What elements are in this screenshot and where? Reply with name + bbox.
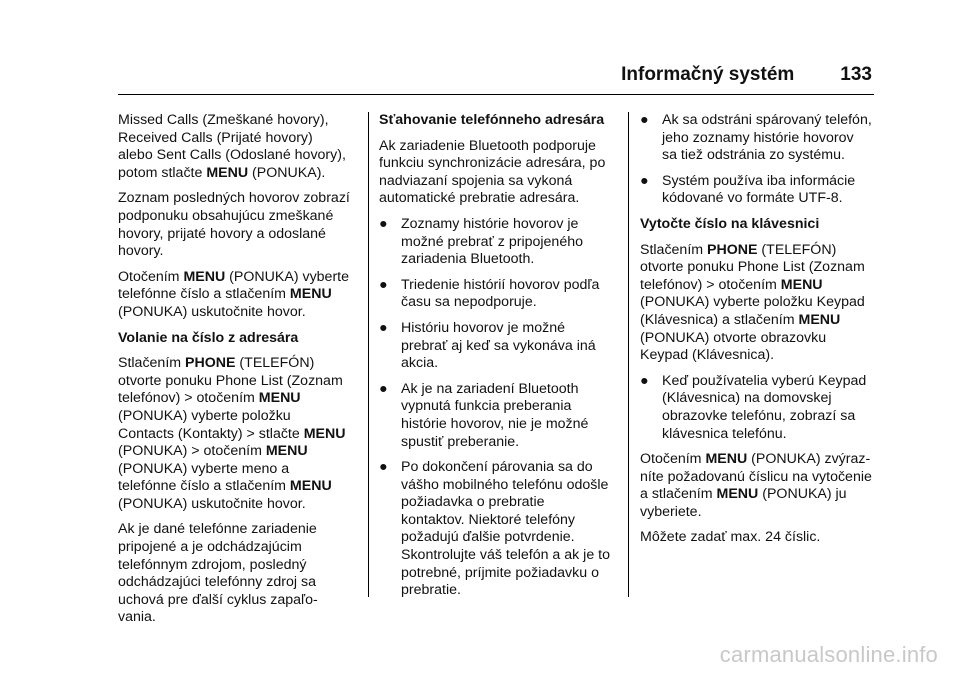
button-name: MENU [303,425,346,442]
text-run: Otočením [640,451,706,468]
bullet-dot-icon: ● [379,319,388,336]
text-run: Stlačením [118,355,186,372]
text-run: (PONUKA) vyberte telefónne číslo a stlačením [118,268,350,303]
button-name: MENU [183,268,226,285]
bullet-text: Keď používatelia vyberú Keypad (Klávesnica) na domovskej obrazovke telefónu, zobrazí sa klávesnica telefónu. [662,372,867,442]
text-run: Ak je dané telefónne zariadenie pripojené a je odchádzajúcim telefónnym zdrojom, posledný odchádzajúci telefónny zdroj sa uchová pre ďalší cyklus zapaľo-vania. [118,521,318,626]
bullet-item [379,320,611,373]
bullet-dot-icon: ● [640,372,649,389]
bullet-dot-icon: ● [640,112,649,128]
paragraph [118,190,350,260]
section-heading: Vytočte číslo na klávesnici [640,215,820,232]
paragraph [379,138,611,208]
text-run: Môžete zadať max. 24 číslic. [640,529,821,546]
text-run: (PONUKA) > otočením [118,443,266,460]
text-run: (PONUKA). [248,164,326,181]
bullet-dot-icon: ● [640,172,649,189]
button-name: MENU [780,276,823,293]
paragraph [118,355,350,513]
column-divider-1 [368,112,369,597]
header-rule [118,94,874,95]
column-divider-2 [628,112,629,597]
text-run: (PONUKA) uskutočnite hovor. [118,303,306,320]
bullet-text: Systém používa iba informácie kódované vo formáte UTF-8. [662,172,856,207]
watermark: carmanualsonline.info [719,642,938,667]
text-run: (PONUKA) vyberte položku Contacts (Kontakty) > stlačte [118,407,304,442]
bullet-item [640,112,872,165]
button-name: PHONE [185,355,236,372]
paragraph [640,529,872,547]
text-run: Ak zariadenie Bluetooth podporuje funkciu synchronizácie adresára, po nadviazaní spojenia sa vykoná automatické prebratie adresára. [379,137,606,207]
bullet-item [640,373,872,443]
text-run: (PONUKA) vyberte položku Keypad (Klávesnica) a stlačením [640,294,865,328]
button-name: MENU [705,451,748,468]
bullet-text: Zoznamy histórie hovorov je možné prebrať z pripojeného zariadenia Bluetooth. [401,215,583,268]
bullet-text: Triedenie histórií hovorov podľa času sa nepodporuje. [401,276,600,311]
column-1 [118,112,350,635]
column-3 [640,112,872,555]
section-heading: Sťahovanie telefónneho adresára [379,112,605,128]
column-2 [379,112,611,608]
button-name: MENU [258,390,301,407]
text-run: (TELEFÓN) otvorte ponuku Phone List (Zoznam telefónov) > otočením [118,355,343,407]
bullet-item [640,173,872,208]
bullet-dot-icon: ● [379,276,388,293]
bullet-text: Ak je na zariadení Bluetooth vypnutá funkcia preberania histórie hovorov, nie je možné spustiť preberanie. [401,380,589,450]
paragraph [640,451,872,521]
button-name: MENU [206,164,249,181]
button-name: MENU [289,286,332,303]
bullet-dot-icon: ● [379,380,388,397]
bullet-text: Históriu hovorov je možné prebrať aj keď sa vykonáva iná akcia. [401,319,596,372]
text-run: (PONUKA) ju vyberiete. [640,486,847,520]
button-name: MENU [716,486,759,503]
page-header [621,64,872,86]
text-run: Missed Calls (Zmeškané hovory), Received Calls (Prijaté hovory) alebo Sent Calls (Odoslané hovory), potom stlačte [118,112,346,181]
bullet-text: Po dokončení párovania sa do vášho mobilného telefónu odošle požiadavka o prebratie kontaktov. Niektoré telefóny požadujú ďalšie potvrdenie. Skontrolujte váš telefón a ak je to potrebné, príjmite požiadavku o prebratie. [401,459,610,599]
section-title: Informačný systém [621,64,795,85]
text-run: (PONUKA) uskutočnite hovor. [118,495,306,512]
button-name: PHONE [707,241,758,258]
text-run: (TELEFÓN) otvorte ponuku Phone List (Zoznam telefónov) > otočením [640,241,865,293]
section-heading: Volanie na číslo z adresára [118,329,299,346]
bullet-item [379,459,611,600]
bullet-dot-icon: ● [379,215,388,232]
text-run: Zoznam posledných hovorov zobrazí podponuku obsahujúcu zmeškané hovory, prijaté hovory a odoslané hovory. [118,190,350,260]
text-run: (PONUKA) zvýraz-níte požadovanú číslicu na vytočenie a stlačením [640,451,872,503]
bullet-dot-icon: ● [379,459,388,476]
button-name: MENU [289,478,332,495]
paragraph [118,521,350,627]
text-run: (PONUKA) vyberte meno a telefónne číslo a stlačením [118,460,290,495]
text-run: Otočením [118,268,184,285]
paragraph [118,269,350,322]
page-number: 133 [840,64,872,85]
paragraph [640,242,872,365]
button-name: MENU [798,311,841,328]
bullet-item [379,381,611,451]
text-run: Stlačením [640,241,708,258]
bullet-text: Ak sa odstráni spárovaný telefón, jeho zoznamy histórie hovorov sa tiež odstránia zo systému. [662,112,872,164]
text-run: (PONUKA) otvorte obrazovku Keypad (Klávesnica). [640,329,827,364]
paragraph [118,112,350,182]
button-name: MENU [265,443,308,460]
bullet-item [379,216,611,269]
bullet-item [379,277,611,312]
